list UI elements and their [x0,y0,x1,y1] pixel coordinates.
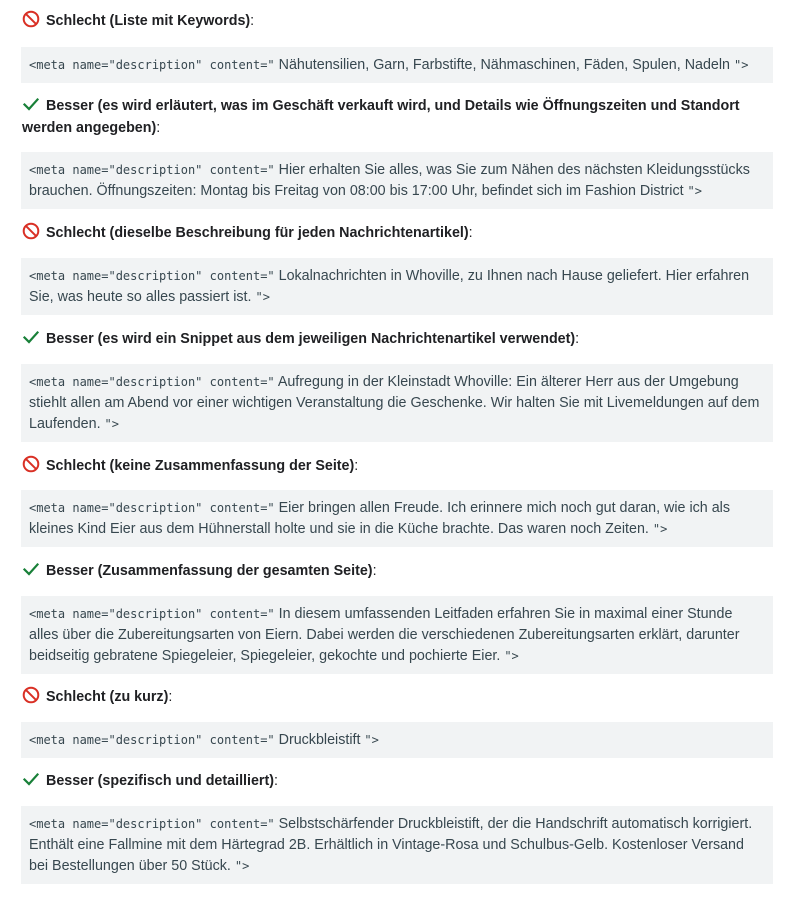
code-block [21,722,773,758]
meta-description-content: Hier erhalten Sie alles, was Sie zum Nähen des nächsten Kleidungsstücks brauchen. Öffnungszeiten: Montag bis Freitag von 08:00 bis 17:00 Uhr, befindet sich im Fashion District [29,162,750,199]
example-label: Besser (es wird erläutert, was im Geschäft verkauft wird, und Details wie Öffnungszeiten und Standort werden angegeben) [22,98,740,136]
meta-tag-close: "> [234,859,250,873]
code-block [21,806,773,884]
meta-description-content: Druckbleistift [274,732,365,748]
prohibited-icon [22,10,40,28]
example-heading [22,222,782,244]
example-heading [22,328,782,350]
meta-description-content: Nähutensilien, Garn, Farbstifte, Nähmaschinen, Fäden, Spulen, Nadeln [274,57,734,73]
prohibited-icon [22,222,40,240]
example-label: Besser (spezifisch und detailliert) [46,773,275,789]
example-heading [22,95,782,139]
meta-tag-close: "> [733,58,749,72]
meta-tag-open: <meta name="description" content=" [29,817,275,831]
example-label: Besser (Zusammenfassung der gesamten Seite) [46,563,373,579]
meta-tag-close: "> [255,290,270,304]
example-label-colon: : [354,458,359,474]
code-block [21,364,773,442]
example-label-colon: : [250,13,255,29]
prohibited-icon [22,455,40,473]
example-label-colon: : [156,120,161,136]
checkmark-icon [22,328,40,346]
checkmark-icon [22,770,40,788]
example-heading [22,770,782,792]
checkmark-icon [22,95,40,113]
example-label-colon: : [274,773,279,789]
example-label: Besser (es wird ein Snippet aus dem jeweiligen Nachrichtenartikel verwendet) [46,331,576,347]
code-block [21,596,773,674]
meta-description-content: In diesem umfassenden Leitfaden erfahren Sie in maximal einer Stunde alles über die Zubereitungsarten von Eiern. Dabei werden die verschiedenen Zubereitungsarten erklärt, darunter beidseitig gebratene Spiegeleier, Spiegeleier, gekochte und pochierte Eier. [29,606,740,664]
example-label: Schlecht (zu kurz) [46,689,169,705]
code-block [21,47,773,83]
meta-tag-open: <meta name="description" content=" [29,58,275,72]
example-heading [22,455,782,477]
meta-tag-close: "> [364,733,379,747]
meta-tag-open: <meta name="description" content=" [29,501,275,515]
example-heading [22,686,782,708]
code-block [21,258,773,315]
example-label: Schlecht (dieselbe Beschreibung für jeden Nachrichtenartikel) [46,225,469,241]
meta-description-content: Selbstschärfender Druckbleistift, der die Handschrift automatisch korrigiert. Enthält eine Fallmine mit dem Härtegrad 2B. Erhältlich in Vintage-Rosa und Schulbus-Gelb. Kostenloser Versand bei Bestellungen über 50 Stück. [29,816,753,874]
meta-tag-close: "> [504,649,519,663]
example-label: Schlecht (keine Zusammenfassung der Seite) [46,458,355,474]
example-label: Schlecht (Liste mit Keywords) [46,13,251,29]
meta-description-content: Aufregung in der Kleinstadt Whoville: Ein älterer Herr aus der Umgebung stiehlt allen am Abend vor einer wichtigen Veranstaltung die Geschenke. Wir halten Sie mit Livemeldungen auf dem Laufenden. [29,374,760,432]
example-label-colon: : [372,563,377,579]
meta-tag-close: "> [104,417,119,431]
meta-tag-close: "> [652,522,668,536]
example-heading [22,560,782,582]
meta-tag-open: <meta name="description" content=" [29,607,275,621]
meta-description-content: Lokalnachrichten in Whoville, zu Ihnen nach Hause geliefert. Hier erfahren Sie, was heute so alles passiert ist. [29,268,750,305]
checkmark-icon [22,560,40,578]
meta-tag-open: <meta name="description" content=" [29,269,275,283]
example-label-colon: : [168,689,173,705]
example-heading [22,10,782,32]
meta-tag-open: <meta name="description" content=" [29,375,275,389]
meta-tag-open: <meta name="description" content=" [29,733,275,747]
code-block [21,152,773,209]
meta-description-content: Eier bringen allen Freude. Ich erinnere mich noch gut daran, wie ich als kleines Kind Eier aus dem Hühnerstall holte und sie in die Küche brachte. Das waren noch Zeiten. [29,500,731,537]
meta-tag-open: <meta name="description" content=" [29,163,275,177]
prohibited-icon [22,686,40,704]
example-label-colon: : [575,331,580,347]
example-label-colon: : [468,225,473,241]
meta-tag-close: "> [687,184,702,198]
code-block [21,490,773,547]
